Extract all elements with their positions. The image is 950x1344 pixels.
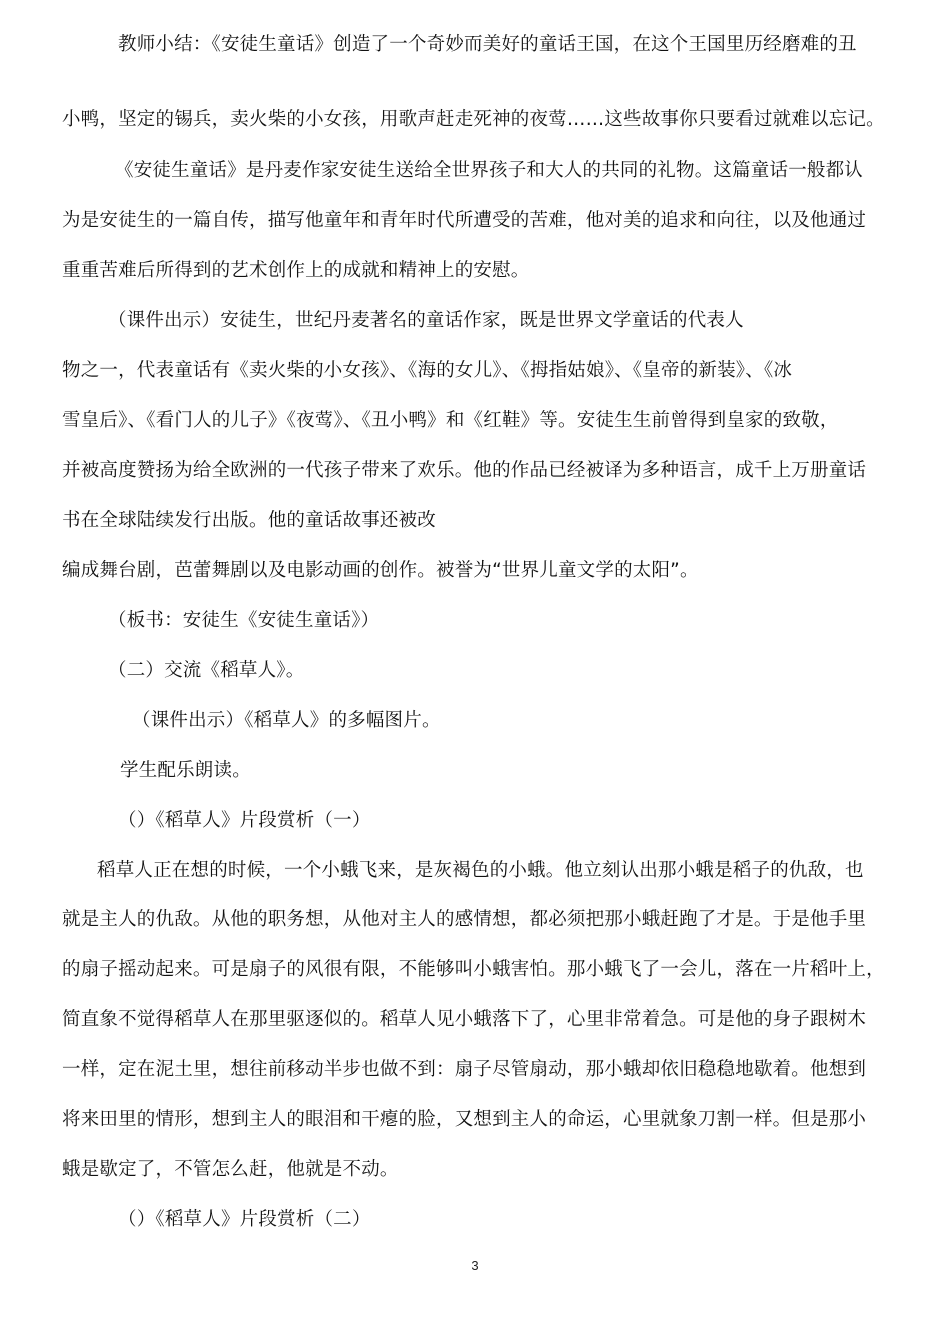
text-line: 编成舞台剧，芭蕾舞剧以及电影动画的创作。被誉为“世界儿童文学的太阳”。 [62, 560, 699, 581]
text-line: 物之一，代表童话有《卖火柴的小女孩》、《海的女儿》、《拇指姑娘》、《皇帝的新装》、《冰 [62, 360, 793, 381]
text-line: （课件出示）《稻草人》的多幅图片。 [132, 710, 441, 731]
section-heading: （二）交流《稻草人》。 [108, 660, 305, 681]
text-line: （板书：安徒生《安徒生童话》） [108, 610, 380, 631]
text-line: 书在全球陆续发行出版。他的童话故事还被改 [62, 510, 437, 531]
text-line: 教师小结：《安徒生童话》创造了一个奇妙而美好的童话王国，在这个王国里历经磨难的丑 [118, 34, 857, 55]
text-line: 蛾是歇定了，不管怎么赶，他就是不动。 [62, 1159, 399, 1180]
text-line: 并被高度赞扬为给全欧洲的一代孩子带来了欢乐。他的作品已经被译为多种语言，成千上万册童话 [62, 460, 867, 481]
text-line: 稻草人正在想的时候，一个小蛾飞来，是灰褐色的小蛾。他立刻认出那小蛾是稻子的仇敌，也 [97, 860, 864, 881]
text-line: （课件出示）安徒生，世纪丹麦著名的童话作家，既是世界文学童话的代表人 [108, 310, 744, 331]
section-heading: （）《稻草人》片段赏析（一） [118, 810, 371, 831]
text-line: 简直象不觉得稻草人在那里驱逐似的。稻草人见小蛾落下了，心里非常着急。可是他的身子跟树木 [62, 1009, 867, 1030]
text-line: 将来田里的情形，想到主人的眼泪和干瘪的脸，又想到主人的命运，心里就象刀割一样。但是那小 [62, 1109, 867, 1130]
text-line: 小鸭，坚定的锡兵，卖火柴的小女孩，用歌声赶走死神的夜莺……这些故事你只要看过就难以忘记。 [62, 109, 885, 130]
text-line: 一样，定在泥土里，想往前移动半步也做不到：扇子尽管扇动，那小蛾却依旧稳稳地歇着。他想到 [62, 1059, 867, 1080]
section-heading: （）《稻草人》片段赏析（二） [118, 1209, 371, 1230]
text-line: 雪皇后》、《看门人的儿子》《夜莺》、《丑小鸭》和《红鞋》等。安徒生生前曾得到皇家的致敬， [62, 410, 839, 431]
text-line: 《安徒生童话》是丹麦作家安徒生送给全世界孩子和大人的共同的礼物。这篇童话一般都认 [115, 160, 864, 181]
page-number: 3 [471, 1258, 479, 1273]
text-line: 学生配乐朗读。 [120, 760, 251, 781]
text-line: 为是安徒生的一篇自传，描写他童年和青年时代所遭受的苦难，他对美的追求和向往，以及他通过 [62, 210, 867, 231]
text-line: 重重苦难后所得到的艺术创作上的成就和精神上的安慰。 [62, 260, 530, 281]
text-line: 就是主人的仇敌。从他的职务想，从他对主人的感情想，都必须把那小蛾赶跑了才是。于是他手里 [62, 909, 867, 930]
text-line: 的扇子摇动起来。可是扇子的风很有限，不能够叫小蛾害怕。那小蛾飞了一会儿，落在一片稻叶上， [62, 959, 885, 980]
